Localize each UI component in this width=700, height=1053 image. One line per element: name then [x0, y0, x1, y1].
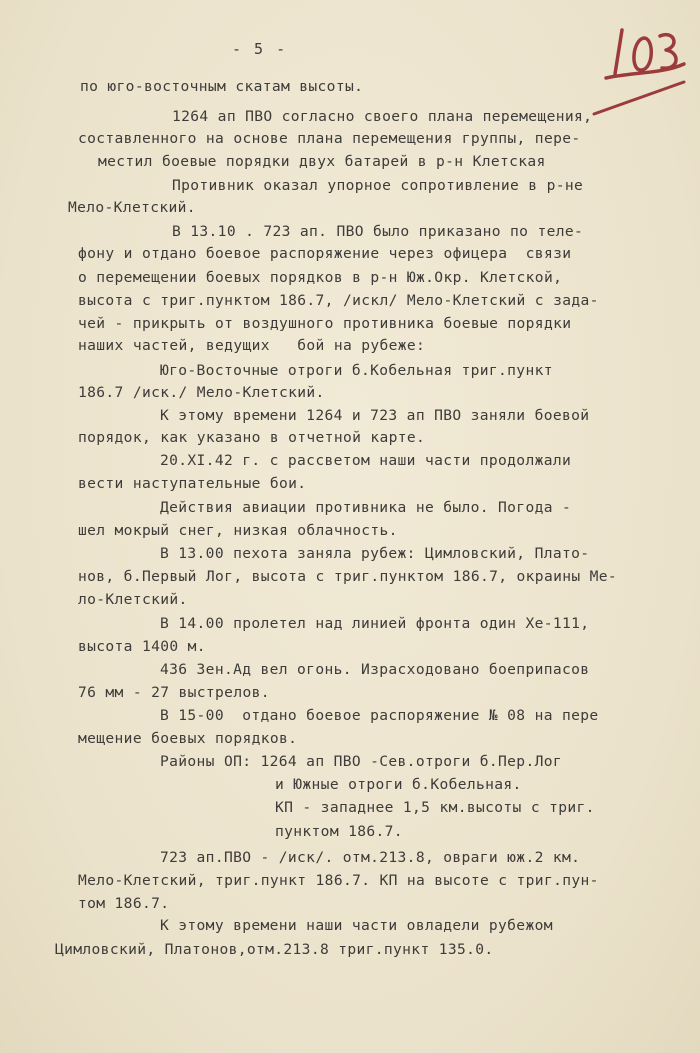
text-line: шел мокрый снег, низкая облачность. [78, 522, 398, 539]
text-line: Действия авиации противника не было. Погода - [160, 499, 572, 516]
text-line: 76 мм - 27 выстрелов. [78, 684, 270, 701]
text-line: нов, б.Первый Лог, высота с триг.пунктом 186.7, окраины Ме- [78, 568, 618, 585]
text-line: Мело-Клетский. [68, 199, 196, 216]
text-line: составленного на основе плана перемещения группы, пере- [78, 130, 581, 147]
text-line: мещение боевых порядков. [78, 730, 298, 747]
text-line: высота 1400 м. [78, 638, 206, 655]
text-line: В 15-00 отдано боевое распоряжение № 08 на пере [160, 707, 599, 724]
text-line: КП - западнее 1,5 км.высоты с триг. [275, 799, 595, 816]
text-line: 20.XI.42 г. с рассветом наши части продолжали [160, 452, 572, 469]
text-line: Противник оказал упорное сопротивление в р-не [172, 177, 584, 194]
text-line: по юго-восточным скатам высоты. [80, 78, 364, 95]
text-line: вести наступательные бои. [78, 475, 307, 492]
text-line: Юго-Восточные отроги б.Кобельная триг.пункт [160, 362, 553, 379]
text-line: и Южные отроги б.Кобельная. [275, 776, 522, 793]
text-line: 186.7 /иск./ Мело-Клетский. [78, 384, 325, 401]
text-line: Цимловский, Платонов,отм.213.8 триг.пункт 135.0. [55, 941, 494, 958]
text-line: В 14.00 пролетел над линией фронта один Хе-111, [160, 615, 590, 632]
text-line: К этому времени наши части овладели рубежом [160, 917, 553, 934]
text-line: о перемещении боевых порядков в р-н Юж.Окр. Клетской, [78, 269, 563, 286]
text-line: наших частей, ведущих бой на рубеже: [78, 337, 426, 354]
text-line: местил боевые порядки двух батарей в р-н Клетская [98, 153, 546, 170]
text-line: порядок, как указано в отчетной карте. [78, 429, 426, 446]
text-line: чей - прикрыть от воздушного противника боевые порядки [78, 315, 572, 332]
page-number: - 5 - [232, 40, 288, 58]
text-line: К этому времени 1264 и 723 ап ПВО заняли боевой [160, 407, 590, 424]
text-line: В 13.00 пехота заняла рубеж: Цимловский, Плато- [160, 545, 590, 562]
text-line: 723 ап.ПВО - /иск/. отм.213.8, овраги юж.2 км. [160, 849, 581, 866]
text-line: том 186.7. [78, 895, 170, 912]
text-line: 1264 ап ПВО согласно своего плана перемещения, [172, 108, 593, 125]
text-line: высота с триг.пунктом 186.7, /искл/ Мело-Клетский с зада- [78, 292, 599, 309]
text-line: фону и отдано боевое распоряжение через офицера связи [78, 245, 572, 262]
text-line: ло-Клетский. [78, 591, 188, 608]
handwritten-archive-number [592, 26, 692, 126]
text-line: 436 Зен.Ад вел огонь. Израсходовано боеприпасов [160, 661, 590, 678]
text-line: пунктом 186.7. [275, 823, 403, 840]
text-line: В 13.10 . 723 ап. ПВО было приказано по теле- [172, 223, 584, 240]
text-line: Мело-Клетский, триг.пункт 186.7. КП на высоте с триг.пун- [78, 872, 599, 889]
text-line: Районы ОП: 1264 ап ПВО -Сев.отроги б.Пер.Лог [160, 753, 562, 770]
